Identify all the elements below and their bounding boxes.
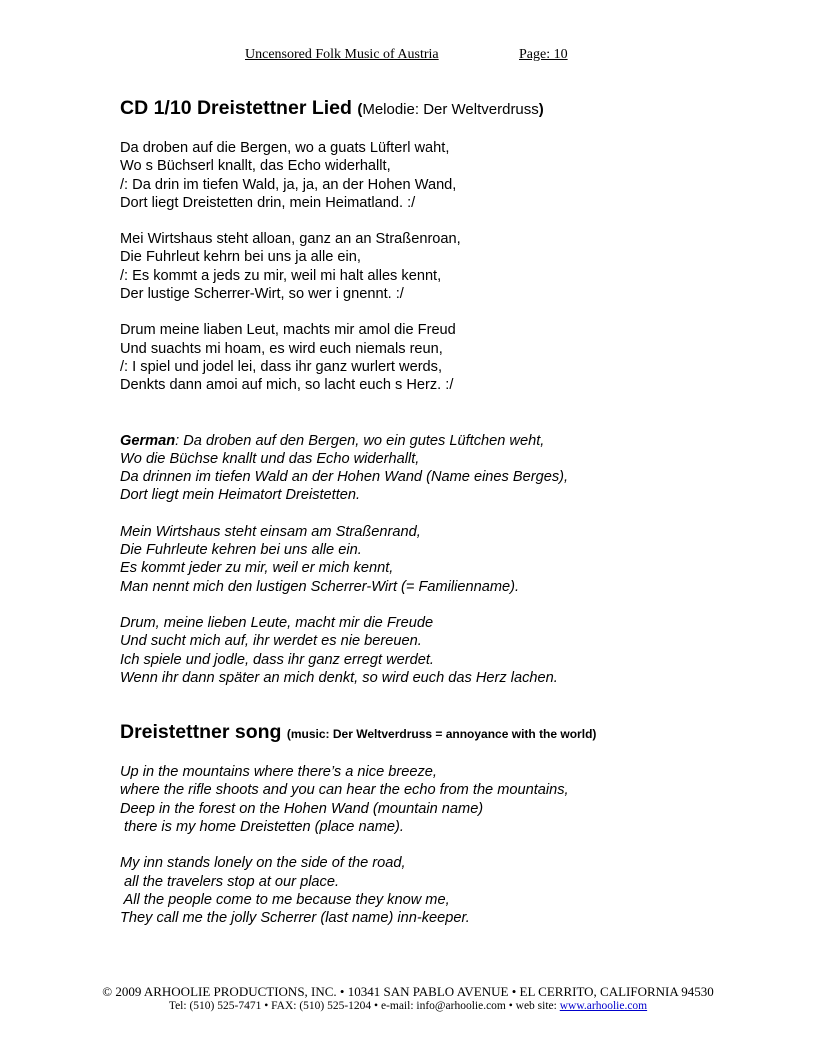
lyric-line: Da droben auf die Bergen, wo a guats Lüfterl waht, bbox=[120, 140, 450, 156]
lyric-line: Wo s Büchserl knallt, das Echo widerhallt, bbox=[120, 158, 391, 175]
original-stanza-3 bbox=[120, 321, 740, 394]
lyric-line: Und sucht mich auf, ihr werdet es nie bereuen. bbox=[120, 633, 422, 650]
original-stanza-2 bbox=[120, 230, 740, 303]
lyric-line: Drum, meine lieben Leute, macht mir die Freude bbox=[120, 614, 434, 631]
section-title-song bbox=[120, 719, 740, 747]
lied-subtitle-close: ) bbox=[538, 101, 544, 118]
section-title-lied bbox=[120, 95, 740, 123]
lyric-line: My inn stands lonely on the side of the road, bbox=[120, 855, 406, 872]
german-stanza-3 bbox=[120, 614, 740, 687]
lyric-line: /: Da drin im tiefen Wald, ja, ja, an der Hohen Wand, bbox=[120, 176, 457, 193]
footer-contact-text: Tel: (510) 525-7471 • FAX: (510) 525-1204 • e-mail: info@arhoolie.com • web site: bbox=[168, 1000, 560, 1012]
lied-title: CD 1/10 Dreistettner Lied bbox=[120, 97, 352, 119]
lyric-line: Mei Wirtshaus steht alloan, ganz an an Straßenroan, bbox=[120, 231, 461, 248]
page-number: Page: 10 bbox=[519, 47, 568, 62]
original-stanza-1 bbox=[120, 139, 740, 212]
lyric-line: Deep in the forest on the Hohen Wand (mountain name) bbox=[120, 800, 484, 817]
lyric-line: All the people come to me because they know me, bbox=[120, 891, 450, 908]
lyric-line: Die Fuhrleute kehren bei uns alle ein. bbox=[120, 542, 362, 559]
lyric-line: Ich spiele und jodle, dass ihr ganz erregt werdet. bbox=[120, 651, 434, 668]
english-stanza-1 bbox=[120, 763, 740, 836]
lyric-line: Denkts dann amoi auf mich, so lacht euch s Herz. :/ bbox=[120, 377, 454, 394]
german-label: German bbox=[120, 432, 176, 449]
german-first-line: : Da droben auf den Bergen, wo ein gutes Lüftchen weht, bbox=[175, 432, 545, 449]
lyric-line: Wo die Büchse knallt und das Echo widerhallt, bbox=[120, 450, 420, 467]
lyric-line: Dort liegt mein Heimatort Dreistetten. bbox=[120, 487, 361, 504]
lyric-line: Der lustige Scherrer-Wirt, so wer i gnennt. :/ bbox=[120, 286, 404, 303]
lyric-line: Wenn ihr dann später an mich denkt, so wird euch das Herz lachen. bbox=[120, 669, 558, 686]
song-subtitle: (music: Der Weltverdruss = annoyance with the world) bbox=[286, 727, 597, 742]
footer-contact bbox=[0, 1000, 816, 1012]
lyric-line: there is my home Dreistetten (place name). bbox=[120, 819, 404, 836]
footer-copyright: © 2009 ARHOOLIE PRODUCTIONS, INC. • 10341 SAN PABLO AVENUE • EL CERRITO, CALIFORNIA 94530 bbox=[102, 984, 714, 999]
german-stanza-2 bbox=[120, 523, 740, 596]
lyric-line: Up in the mountains where there’s a nice breeze, bbox=[120, 764, 437, 781]
lyric-line: Da drinnen im tiefen Wald an der Hohen Wand (Name eines Berges), bbox=[120, 469, 569, 486]
lyric-line: /: I spiel und jodel lei, dass ihr ganz wurlert werds, bbox=[120, 358, 443, 375]
lyric-line: Man nennt mich den lustigen Scherrer-Wirt (= Familienname). bbox=[120, 578, 520, 595]
lyric-line: Und suachts mi hoam, es wird euch niemals reun, bbox=[120, 340, 443, 357]
lyric-line: Es kommt jeder zu mir, weil er mich kennt, bbox=[120, 560, 394, 577]
lyric-line: Dort liegt Dreistetten drin, mein Heimatland. :/ bbox=[120, 194, 416, 211]
website-link[interactable]: www.arhoolie.com bbox=[559, 1000, 648, 1012]
english-stanza-2 bbox=[120, 854, 740, 927]
lyric-line: /: Es kommt a jeds zu mir, weil mi halt alles kennt, bbox=[120, 267, 442, 284]
document-title: Uncensored Folk Music of Austria bbox=[245, 47, 439, 62]
lyric-line: Drum meine liaben Leut, machts mir amol die Freud bbox=[120, 322, 456, 339]
song-title: Dreistettner song bbox=[120, 721, 282, 744]
lyric-line: Die Fuhrleut kehrn bei uns ja alle ein, bbox=[120, 249, 361, 266]
lied-subtitle-open: ( bbox=[357, 101, 363, 118]
lyric-line: where the rifle shoots and you can hear the echo from the mountains, bbox=[120, 782, 569, 799]
lyric-line bbox=[120, 432, 740, 450]
lied-subtitle: Melodie: Der Weltverdruss bbox=[362, 101, 539, 118]
page-header bbox=[0, 47, 816, 67]
lyric-line: Mein Wirtshaus steht einsam am Straßenrand, bbox=[120, 523, 421, 540]
page-content bbox=[120, 95, 740, 928]
lyric-line: They call me the jolly Scherrer (last name) inn-keeper. bbox=[120, 910, 470, 927]
german-stanza-1 bbox=[120, 432, 740, 505]
lyric-line: all the travelers stop at our place. bbox=[120, 873, 340, 890]
